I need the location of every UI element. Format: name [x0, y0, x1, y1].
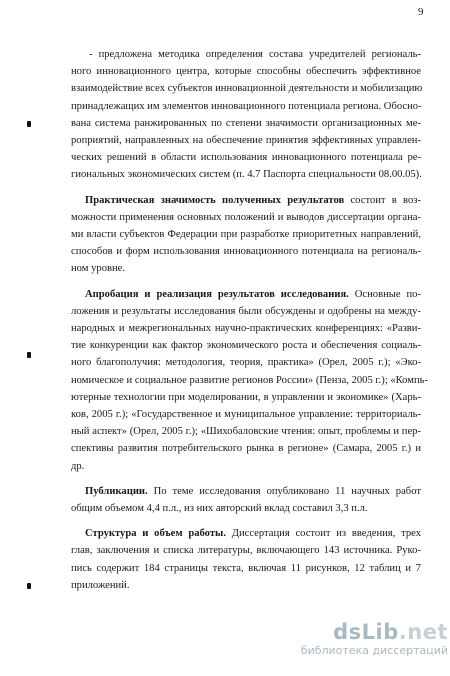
paragraph-heading: Публикации.: [85, 485, 148, 497]
text-line: Структура и объем работы. Диссертация состоит из введения, трех: [85, 528, 421, 540]
binding-hole-marker: [27, 121, 31, 127]
text-line: ми власти субъектов Федерации при разработке приоритетных направлений,: [71, 229, 421, 241]
text-line: можности применения основных положений и выводов диссертации органа-: [71, 211, 421, 223]
text-line: ческих решений в области использования инновационного потенциала ре-: [71, 152, 421, 164]
document-body: [71, 46, 428, 594]
paragraph-practical-significance: [71, 192, 421, 278]
text-line: приложений.: [71, 579, 130, 591]
watermark-subtitle: библиотека диссертаций: [300, 644, 448, 657]
text-line: роприятий, направленных на обеспечение принятия эффективных управлен-: [71, 135, 421, 147]
text-line: глав, заключения и списка литературы, включающего 143 источника. Руко-: [71, 545, 421, 557]
paragraph-heading: Практическая значимость полученных результатов: [85, 194, 345, 206]
text-line: Практическая значимость полученных результатов состоит в воз-: [85, 194, 421, 206]
text-line: ном уровне.: [71, 263, 126, 275]
text-line: Публикации. По теме исследования опубликовано 11 научных работ: [85, 485, 421, 497]
paragraph-publications: [71, 483, 421, 517]
text-line: вана система ранжированных по степени значимости организационных ме-: [71, 117, 421, 129]
text-line: способов и форм использования инновационного потенциала на региональ-: [71, 246, 421, 258]
paragraph-heading: Структура и объем работы.: [85, 528, 226, 540]
text-line: ный аспект» (Орел, 2005 г.); «Шихобаловские чтения: опыт, проблемы и пер-: [71, 426, 421, 438]
text-line: ютерные технологии при моделировании, в управлении и экономике» (Харь-: [71, 391, 421, 403]
watermark: [276, 620, 448, 658]
text-line: ного инновационного центра, которые способны обеспечить эффективное: [71, 66, 421, 78]
text-line: тие конкуренции как фактор экономического роста и обеспечения социаль-: [71, 340, 421, 352]
binding-hole-marker: [27, 352, 31, 358]
text-line: спективы развития потребительского рынка в регионе» (Самара, 2005 г.) и: [71, 443, 421, 455]
text-line: принадлежащих им элементов инновационного потенциала региона. Обосно-: [71, 100, 422, 112]
text-line: гиональных экономических систем (п. 4.7 Паспорта специальности 08.00.05).: [71, 169, 422, 181]
text-line: ков, 2005 г.); «Государственное и муниципальное управление: территориаль-: [71, 409, 421, 421]
text-line: номическое и социальное развитие регионов России» (Пенза, 2005 г.); «Компь-: [71, 374, 428, 386]
watermark-logo: dsLib.net: [333, 620, 448, 644]
text-line: Апробация и реализация результатов исследования. Основные по-: [85, 288, 422, 300]
paragraph-heading: Апробация и реализация результатов исследования.: [85, 288, 349, 300]
text-line: пись содержит 184 страницы текста, включая 11 рисунков, 12 таблиц и 7: [71, 562, 421, 574]
paragraph-approbation: [71, 286, 428, 475]
text-line: общим объемом 4,4 п.л., из них авторский вклад составил 3,3 п.л.: [71, 503, 368, 515]
text-line: др.: [71, 460, 85, 472]
binding-hole-marker: [27, 583, 31, 589]
paragraph-novelty: [71, 46, 421, 184]
text-line: - предложена методика определения состава учредителей региональ-: [89, 49, 421, 60]
text-line: ложения и результаты исследования были обсуждены и одобрены на между-: [71, 305, 421, 317]
text-line: ного благополучия: методология, теория, практика» (Орел, 2005 г.); «Эко-: [71, 357, 421, 369]
page-number: 9: [418, 6, 424, 18]
paragraph-structure: [71, 525, 421, 594]
text-line: народных и межрегиональных научно-практических конференциях: «Разви-: [71, 323, 421, 335]
text-line: взаимодействие всех субъектов инновационной деятельности и мобилизацию: [71, 83, 423, 95]
